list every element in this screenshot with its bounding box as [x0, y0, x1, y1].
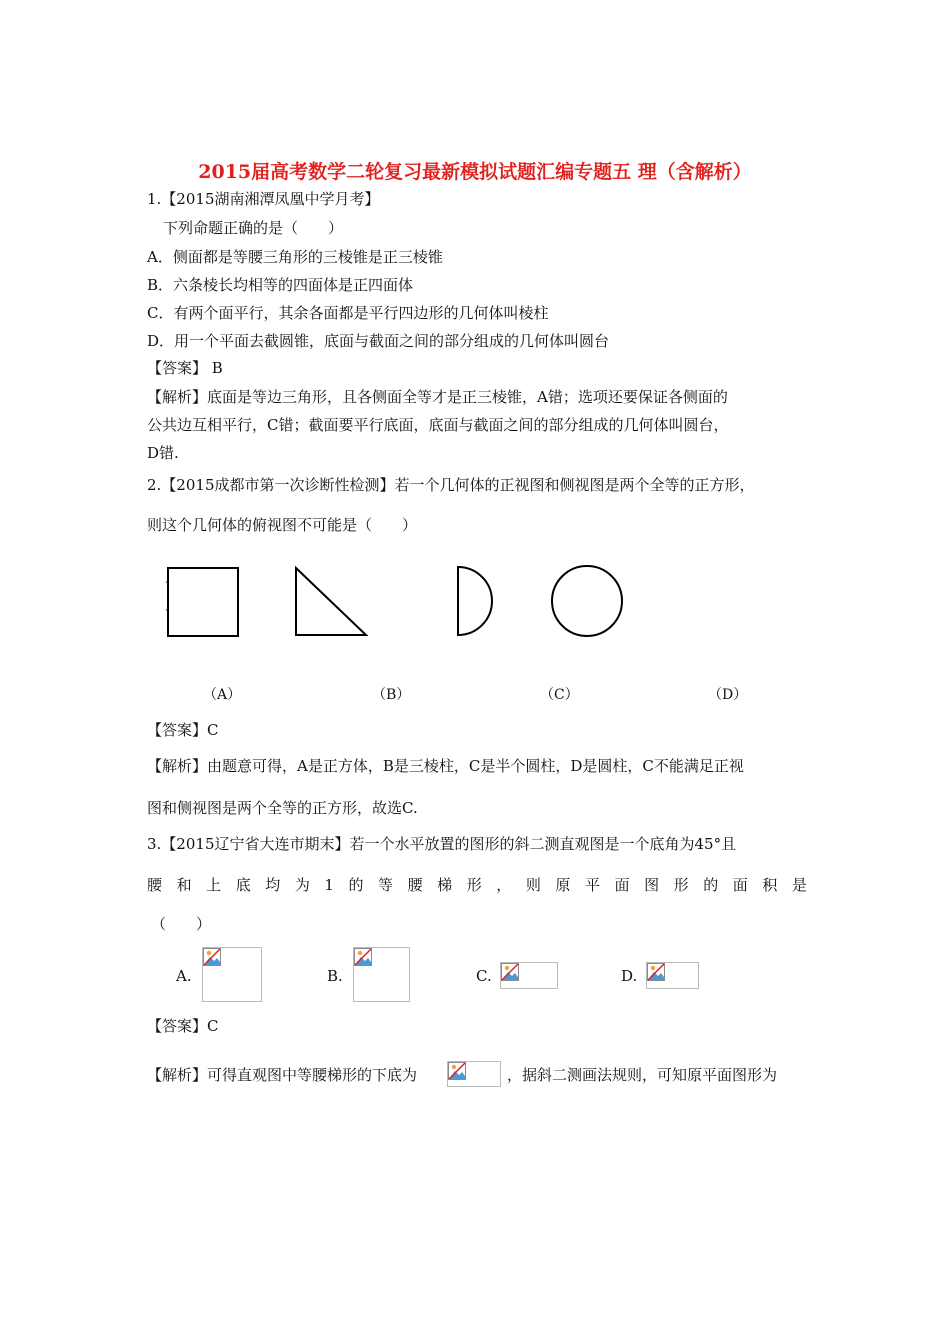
stem-char: 是: [791, 876, 807, 894]
broken-image-glyph: [203, 948, 221, 966]
broken-image-glyph: [448, 1062, 466, 1080]
stem-char: 面: [732, 876, 748, 894]
figure-caption-d: （D）: [708, 687, 748, 703]
stem-char: ，: [496, 876, 512, 894]
stem-char: 积: [762, 876, 778, 894]
broken-image-icon: [202, 947, 262, 1002]
q1-analysis-line-1: 【解析】底面是等边三角形，且各侧面全等才是正三棱锥，A错；选项还要保证各侧面的: [147, 388, 728, 406]
stem-char: 的: [703, 876, 719, 894]
q1-option-a: A．侧面都是等腰三角形的三棱锥是正三棱锥: [147, 248, 443, 266]
q3-option-d-label: D.: [621, 967, 638, 985]
document-title: 2015届高考数学二轮复习最新模拟试题汇编专题五 理（含解析）: [198, 161, 752, 183]
figure-caption-c: （C）: [540, 687, 579, 703]
q2-analysis-line-2: 图和侧视图是两个全等的正方形，故选C.: [147, 799, 418, 817]
stem-char: 面: [614, 876, 630, 894]
circle-figure: [545, 560, 635, 642]
q1-answer: 【答案】 B: [147, 359, 223, 377]
stem-char: 则: [525, 876, 541, 894]
stem-char: 图: [644, 876, 660, 894]
broken-image-icon: [500, 962, 558, 989]
stem-char: 和: [176, 876, 192, 894]
stem-char: 的: [348, 876, 364, 894]
q3-option-c-label: C.: [476, 967, 492, 985]
right-triangle-figure: [288, 560, 373, 642]
q3-option-a-label: A.: [176, 967, 192, 985]
stem-char: 等: [378, 876, 394, 894]
figure-caption-a: （A）: [203, 687, 242, 703]
figure-caption-b: （B）: [372, 687, 411, 703]
q1-source: 1.【2015湖南湘潭凤凰中学月考】: [147, 190, 380, 208]
stem-char: 均: [265, 876, 281, 894]
q2-analysis-line-1: 【解析】由题意可得，A是正方体，B是三棱柱，C是半个圆柱，D是圆柱，C不能满足正视: [147, 757, 744, 775]
q2-stem-line-2: 则这个几何体的俯视图不可能是（ ）: [147, 516, 418, 534]
q3-answer: 【答案】C: [147, 1017, 219, 1035]
q1-analysis-line-3: D错.: [147, 444, 179, 462]
stem-char: 梯: [437, 876, 453, 894]
q1-option-c: C．有两个面平行，其余各面都是平行四边形的几何体叫棱柱: [147, 304, 549, 322]
q3-option-b-label: B.: [327, 967, 343, 985]
broken-image-glyph: [501, 963, 519, 981]
q1-analysis-line-2: 公共边互相平行，C错；截面要平行底面，底面与截面之间的部分组成的几何体叫圆台，: [147, 416, 729, 434]
stem-char: 1: [324, 876, 334, 894]
semicircle-figure: [450, 560, 500, 642]
q1-option-d: D．用一个平面去截圆锥，底面与截面之间的部分组成的几何体叫圆台: [147, 332, 610, 350]
q3-stem-line-2: [147, 875, 807, 895]
stem-char: 底: [235, 876, 251, 894]
stem-char: 腰: [407, 876, 423, 894]
q1-stem: 下列命题正确的是（ ）: [163, 219, 344, 237]
stem-char: 原: [555, 876, 571, 894]
q3-analysis-pre: 【解析】可得直观图中等腰梯形的下底为: [147, 1066, 418, 1084]
stem-char: 上: [206, 876, 222, 894]
q1-option-b: B．六条棱长均相等的四面体是正四面体: [147, 276, 414, 294]
stem-char: 形: [673, 876, 689, 894]
q2-stem-line-1: 2.【2015成都市第一次诊断性检测】若一个几何体的正视图和侧视图是两个全等的正方形，: [147, 476, 755, 494]
broken-image-icon: [353, 947, 410, 1002]
q2-answer: 【答案】C: [147, 721, 219, 739]
broken-image-glyph: [354, 948, 372, 966]
broken-image-icon: [447, 1061, 501, 1087]
square-figure: [160, 560, 250, 642]
q3-stem-line-1: 3.【2015辽宁省大连市期末】若一个水平放置的图形的斜二测直观图是一个底角为45°且: [147, 835, 737, 853]
q3-analysis-post: ，据斜二测画法规则，可知原平面图形为: [507, 1066, 778, 1084]
stem-char: 为: [294, 876, 310, 894]
q3-stem-line-3: （ ）: [151, 915, 212, 933]
stem-char: 平: [584, 876, 600, 894]
broken-image-glyph: [647, 963, 665, 981]
broken-image-icon: [646, 962, 699, 989]
stem-char: 腰: [147, 876, 163, 894]
stem-char: 形: [466, 876, 482, 894]
